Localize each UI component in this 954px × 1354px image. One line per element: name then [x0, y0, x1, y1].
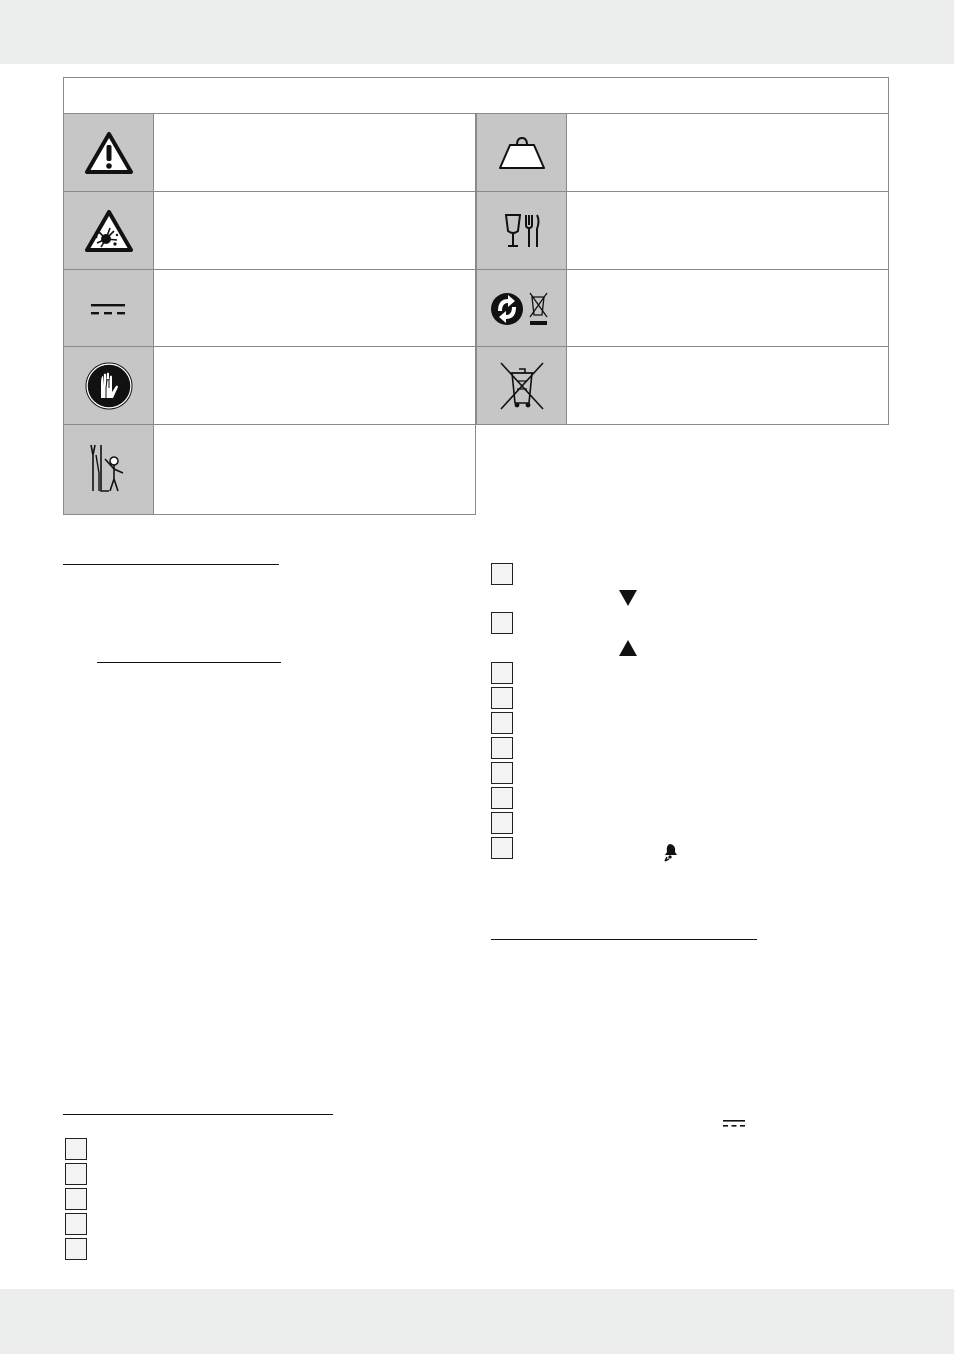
- symbol-table-header: [63, 77, 889, 114]
- symbol-description: [567, 347, 889, 425]
- weight-cell: [476, 114, 567, 192]
- food-safe-icon: [501, 211, 543, 251]
- numbered-box: [491, 712, 513, 734]
- numbered-box: [65, 1163, 87, 1185]
- page-footer-band: [0, 1289, 954, 1354]
- direct-current-icon: [722, 1119, 746, 1129]
- numbered-box: [491, 737, 513, 759]
- numbered-box: [65, 1238, 87, 1260]
- symbol-description: [154, 192, 476, 270]
- symbol-description: [154, 270, 476, 347]
- gloves-cell: [63, 347, 154, 425]
- numbered-box: [491, 687, 513, 709]
- table-row-divider: [63, 346, 889, 347]
- child-safety-cell: [63, 425, 154, 515]
- numbered-box: [491, 662, 513, 684]
- triangle-up-icon: [619, 640, 637, 656]
- crossed-bin-cell: [476, 347, 567, 425]
- food-safe-cell: [476, 192, 567, 270]
- wear-gloves-icon: [85, 362, 133, 410]
- explosion-cell: [63, 192, 154, 270]
- numbered-box: [65, 1188, 87, 1210]
- triangle-down-icon: [619, 590, 637, 606]
- symbol-description: [567, 192, 889, 270]
- green-dot-recycling-icon: [490, 289, 554, 329]
- alarm-bell-icon: [662, 842, 678, 862]
- numbered-box: [491, 563, 513, 585]
- symbol-description: [567, 114, 889, 192]
- symbol-description: [154, 347, 476, 425]
- child-safety-icon: [87, 443, 131, 497]
- dc-cell: [63, 270, 154, 347]
- weight-icon: [497, 135, 547, 171]
- subsection-heading-rule: [97, 662, 281, 663]
- table-row-divider: [63, 269, 889, 270]
- warning-triangle-icon: [84, 131, 134, 175]
- numbered-box: [491, 837, 513, 859]
- explosion-warning-icon: [84, 209, 134, 253]
- section-heading-rule: [63, 1114, 333, 1115]
- table-row-divider: [63, 424, 889, 425]
- symbol-description: [154, 425, 476, 515]
- section-heading-rule: [63, 564, 279, 565]
- numbered-box: [491, 612, 513, 634]
- numbered-box: [65, 1213, 87, 1235]
- numbered-box: [65, 1138, 87, 1160]
- page-header-band: [0, 0, 954, 64]
- section-heading-rule: [491, 939, 757, 940]
- crossed-bin-icon: [498, 361, 546, 411]
- numbered-box: [491, 787, 513, 809]
- recycling-cell: [476, 270, 567, 347]
- warning-cell: [63, 114, 154, 192]
- direct-current-icon: [89, 302, 129, 316]
- numbered-box: [491, 762, 513, 784]
- table-column-divider: [475, 114, 476, 515]
- symbol-description: [154, 114, 476, 192]
- numbered-box: [491, 812, 513, 834]
- symbol-description: [567, 270, 889, 347]
- table-row-divider: [63, 191, 889, 192]
